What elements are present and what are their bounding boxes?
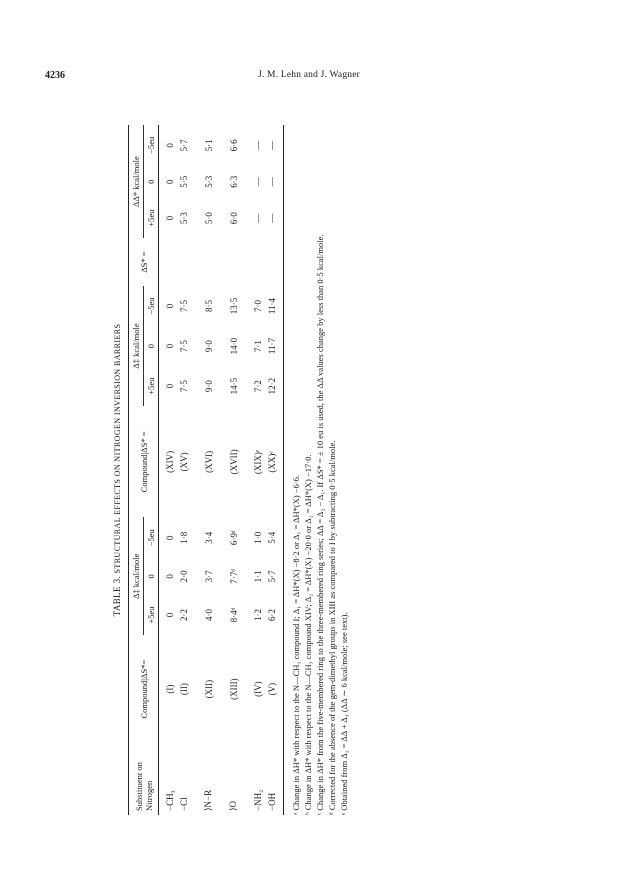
rotated-table-block xyxy=(112,125,512,815)
substituent-cell: ⟩N−R xyxy=(203,789,213,811)
delta1-cell: 3·4 xyxy=(203,531,214,544)
compound-cell: (XIII) xyxy=(228,678,239,700)
delta2-cell: 0 xyxy=(165,343,175,349)
compound-cell: (I) xyxy=(165,684,175,694)
delta2-cell: 0 xyxy=(165,303,175,309)
blank-cell xyxy=(177,238,191,285)
delta1-cell: 5·4 xyxy=(267,531,277,544)
delta1-cell: 2·0 xyxy=(179,570,189,583)
ddelta-cell: 0 xyxy=(165,179,175,184)
delta2-cell: 14·5 xyxy=(228,377,239,395)
ddelta-cell: — xyxy=(253,213,263,223)
col-substituent-header: Substituent on Nitrogen xyxy=(133,762,154,811)
ddelta-cell: 6·6 xyxy=(228,139,239,152)
col-compound-left-header: Compound|ΔS*= xyxy=(138,659,149,719)
inversion-barrier-table xyxy=(129,125,279,815)
page-number: 4236 xyxy=(45,70,65,81)
group-delta2-header: Δ‡ kcal/mole xyxy=(129,286,144,407)
table-title-lead: TABLE 3. xyxy=(112,575,122,617)
footnote-b: ᵇ Change in ΔH* with respect to the N—CH₃ compound XIV; Δ₂ = ΔH*(X) −20·0 or Δ₂ = ΔH*(X) −17·0. xyxy=(303,454,313,815)
blank-cell xyxy=(159,238,177,285)
blank-cell xyxy=(201,238,216,285)
compound2-cell: (XX)ᵉ xyxy=(267,451,277,473)
compound-cell: (II) xyxy=(179,683,189,696)
ddelta-cell: 0 xyxy=(165,143,175,148)
delta2-cell: 7·2 xyxy=(253,380,263,393)
delta2-cell: 9·0 xyxy=(203,380,214,393)
delta2-cell: 7·5 xyxy=(179,340,189,353)
delta2-cell: 14·0 xyxy=(228,337,239,355)
delta1-cell: 3·7 xyxy=(203,570,214,583)
blank-cell xyxy=(226,238,241,285)
table-title-text: STRUCTURAL EFFECTS ON NITROGEN INVERSION BARRIERS xyxy=(113,323,122,574)
entropy-head-mid: 0 xyxy=(146,343,156,349)
entropy-head-left: −5eu xyxy=(146,529,156,547)
group-delta1-header: Δ‡ kcal/mole xyxy=(129,517,144,635)
delta2-cell: 7·0 xyxy=(253,300,263,313)
ddelta-cell: 6·0 xyxy=(228,212,239,225)
delta1-cell: 1·2 xyxy=(253,609,263,622)
compound2-cell: (XIV) xyxy=(165,450,175,473)
delta1-cell: 8·4ᵈ xyxy=(228,607,239,623)
table-row xyxy=(177,125,191,815)
substituent-cell: −NH₂ xyxy=(253,789,263,811)
footnote-e: ᵉ Obtained from Δ₂ = ΔΔ + Δ₁ (ΔΔ ∼ 6 kcal/mole; see text). xyxy=(339,612,349,815)
compound2-cell: (XV) xyxy=(179,452,189,472)
footnote-a: ᵃ Change in ΔH* with respect to the N—CH₃ compound I; Δ₁ = ΔH*(X) −8·2 or Δ₁ = ΔH*(X) −6·6. xyxy=(291,474,301,815)
delta1-cell: 1·8 xyxy=(179,531,189,544)
ddelta-cell: 6·3 xyxy=(228,175,239,188)
entropy-head-left: 0 xyxy=(146,574,156,579)
table-bottom-rule xyxy=(283,125,284,815)
delta2-cell: 11·7 xyxy=(267,337,277,355)
delta1-cell: 0 xyxy=(165,612,175,618)
table-title xyxy=(112,125,122,815)
blank-cell xyxy=(251,238,265,285)
ddelta-cell: 0 xyxy=(165,215,175,221)
delta1-cell: 6·2 xyxy=(267,609,277,622)
delta1-cell: 0 xyxy=(165,574,175,579)
footnote-c: ᶜ Change in ΔH* from the five-membered ring to the three-membered ring series; ΔΔ = Δ₂ − Δ₁. If ΔS* = ± 10 eu is used, the ΔΔ values change by less than 0·5 kcal/mole. xyxy=(315,234,325,815)
col-deltaS-header: ΔS* = xyxy=(138,251,149,273)
compound2-cell: (XVII) xyxy=(228,449,239,475)
delta1-cell: 2·2 xyxy=(179,609,189,622)
delta2-cell: 7·1 xyxy=(253,340,263,353)
running-head: J. M. Lehn and J. Wagner xyxy=(258,70,361,80)
ddelta-cell: 5·3 xyxy=(203,175,214,188)
footnotes xyxy=(290,125,350,815)
row-spacer xyxy=(241,125,251,815)
ddelta-cell: 5·0 xyxy=(203,212,214,225)
substituent-cell: ⟩O xyxy=(228,800,238,811)
delta2-cell: 11·4 xyxy=(267,297,277,315)
ddelta-cell: — xyxy=(267,177,277,187)
entropy-head-right: +5eu xyxy=(146,209,156,227)
compound2-cell: (XVI) xyxy=(203,450,214,473)
substituent-cell: −OH xyxy=(267,792,277,811)
delta1-cell: 4·0 xyxy=(203,609,214,622)
group-ddelta-header: ΔΔ* kcal/mole xyxy=(129,125,144,238)
ddelta-cell: 5·1 xyxy=(203,139,214,152)
compound2-cell: (XIX)ᵉ xyxy=(253,449,263,475)
compound-cell: (XII) xyxy=(203,679,214,699)
ddelta-cell: — xyxy=(253,140,263,150)
substituent-cell: −CH₃ xyxy=(165,790,175,811)
table-row xyxy=(159,125,177,815)
entropy-head-right: −5eu xyxy=(146,136,156,154)
delta1-cell: 7·7ᵈ xyxy=(228,568,239,584)
ddelta-cell: — xyxy=(267,213,277,223)
delta2-cell: 8·5 xyxy=(203,300,214,313)
delta2-cell: 7·5 xyxy=(179,300,189,313)
ddelta-cell: — xyxy=(253,177,263,187)
col-compound-mid-header: Compound|ΔS* = xyxy=(138,431,149,493)
delta2-cell: 0 xyxy=(165,383,175,389)
substituent-cell: −Cl xyxy=(179,797,189,811)
table-row xyxy=(265,125,279,815)
delta1-cell: 6·9ᵈ xyxy=(228,530,239,546)
ddelta-cell: 5·3 xyxy=(179,212,189,225)
delta1-cell: 1·1 xyxy=(253,570,263,583)
delta2-cell: 9·0 xyxy=(203,340,214,353)
delta2-cell: 13·5 xyxy=(228,297,239,315)
entropy-head-left: +5eu xyxy=(146,606,156,624)
ddelta-cell: 5·7 xyxy=(179,139,189,152)
entropy-head-mid: +5eu xyxy=(146,377,156,395)
ddelta-cell: 5·5 xyxy=(179,175,189,188)
compound-cell: (V) xyxy=(267,682,277,696)
delta1-cell: 1·0 xyxy=(253,531,263,544)
footnote-d: ᵈ Corrected for the absence of the gem-dimethyl groups in XIII as compared to I by subtracting 0·5 kcal/mole. xyxy=(327,440,337,815)
delta2-cell: 7·5 xyxy=(179,380,189,393)
row-spacer xyxy=(191,125,201,815)
table-row xyxy=(226,125,241,815)
entropy-head-right: 0 xyxy=(146,179,156,184)
blank-cell xyxy=(265,238,279,285)
delta2-cell: 12·2 xyxy=(267,377,277,395)
entropy-head-mid: −5eu xyxy=(146,297,156,315)
row-spacer xyxy=(216,125,226,815)
table-row xyxy=(201,125,216,815)
delta1-cell: 5·7 xyxy=(267,570,277,583)
delta1-cell: 0 xyxy=(165,535,175,540)
compound-cell: (IV) xyxy=(253,681,263,697)
ddelta-cell: — xyxy=(267,140,277,150)
table-row xyxy=(251,125,265,815)
